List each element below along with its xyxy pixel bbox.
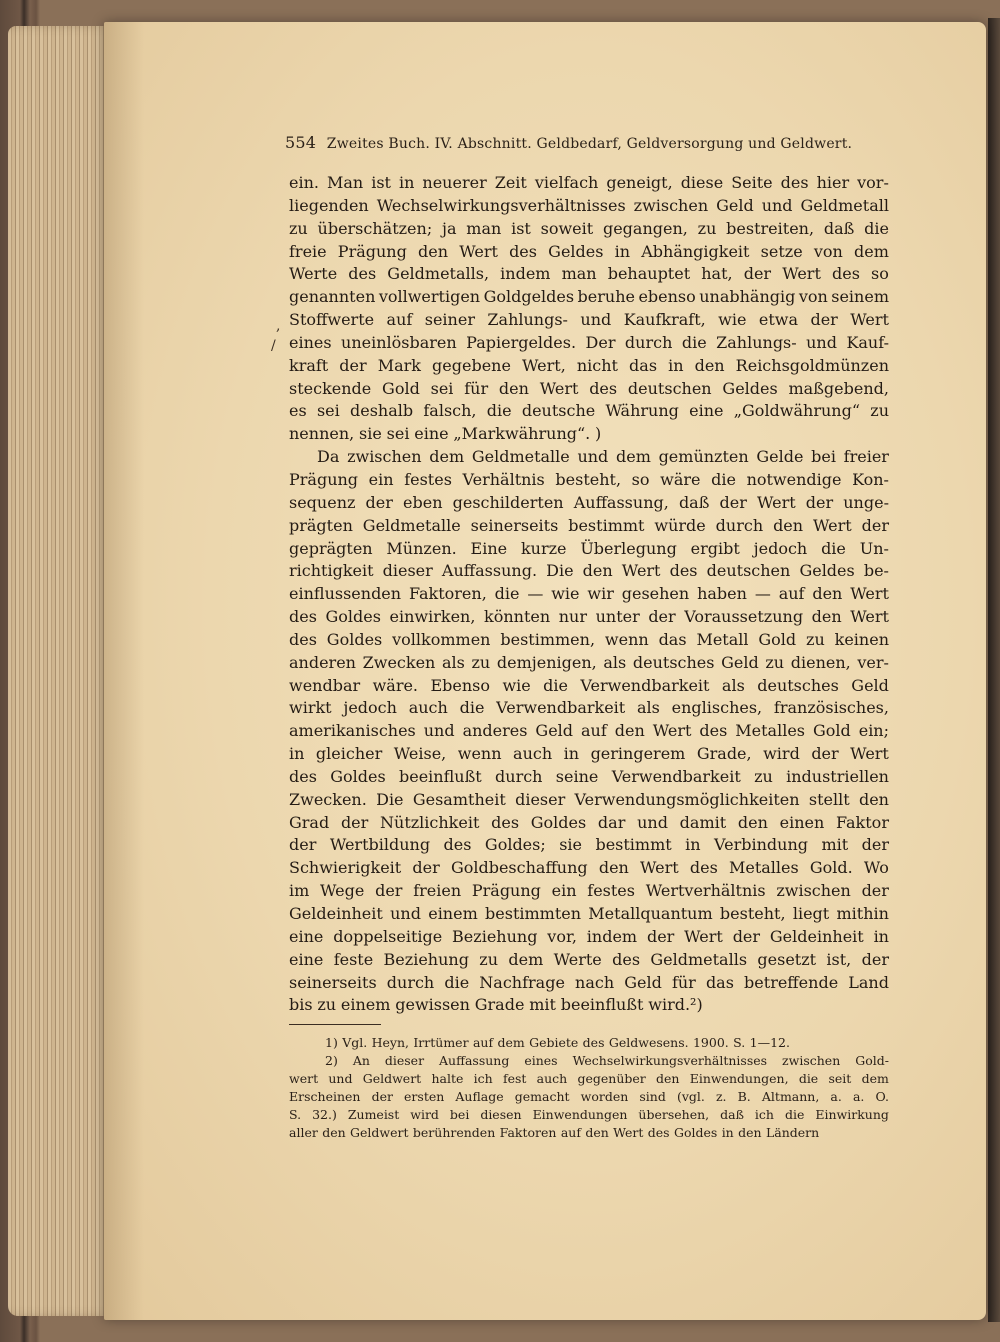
text-line: in gleicher Weise, wenn auch in geringerem Grade, wird der Wert xyxy=(289,744,889,764)
text-line: eine doppelseitige Beziehung vor, indem der Wert der Geldeinheit in xyxy=(289,926,889,946)
text-line: genannten vollwertigen Goldgeldes beruhe ebenso unabhängig von seinem xyxy=(289,287,889,307)
text-line: der Wertbildung des Goldes; sie bestimmt in Verbindung mit der xyxy=(289,835,889,855)
book-cover-edge xyxy=(988,18,1000,1322)
text-line: nennen, sie sei eine „Markwährung“. ) xyxy=(289,424,602,444)
footnote-line: aller den Geldwert berührenden Faktoren auf den Wert des Goldes in den Ländern xyxy=(289,1125,820,1140)
footnote-line: 2) An dieser Auffassung eines Wechselwirkungsverhältnisses zwischen Gold- xyxy=(325,1053,889,1068)
running-header xyxy=(285,133,885,152)
footnote-line: wert und Geldwert halte ich fest auch gegenüber den Einwendungen, die seit dem xyxy=(289,1071,889,1086)
footnote-separator xyxy=(289,1024,381,1025)
page-number: 554 xyxy=(285,133,317,152)
text-line: steckende Gold sei für den Wert des deutschen Geldes maßgebend, xyxy=(289,378,889,398)
text-line: anderen Zwecken als zu demjenigen, als deutsches Geld zu dienen, ver- xyxy=(289,652,889,672)
text-line: zu überschätzen; ja man ist soweit gegangen, zu bestreiten, daß die xyxy=(289,218,889,238)
text-line: geprägten Münzen. Eine kurze Überlegung ergibt jedoch die Un- xyxy=(289,538,889,558)
text-line: eine feste Beziehung zu dem Werte des Geldmetalls gesetzt ist, der xyxy=(289,949,889,969)
text-line: sequenz der eben geschilderten Auffassung, daß der Wert der unge- xyxy=(289,492,889,512)
text-line: eines uneinlösbaren Papiergeldes. Der durch die Zahlungs- und Kauf- xyxy=(289,332,889,352)
footnote-line: Erscheinen der ersten Auflage gemacht worden sind (vgl. z. B. Altmann, a. a. O. xyxy=(289,1089,889,1104)
text-line: wirkt jedoch auch die Verwendbarkeit als englisches, französisches, xyxy=(289,698,889,718)
text-line: es sei deshalb falsch, die deutsche Währung eine „Goldwährung“ zu xyxy=(289,401,889,421)
text-line: wendbar wäre. Ebenso wie die Verwendbarkeit als deutsches Geld xyxy=(289,675,889,695)
text-line: Grad der Nützlichkeit des Goldes dar und damit den einen Faktor xyxy=(289,812,889,832)
text-line: Zwecken. Die Gesamtheit dieser Verwendungsmöglichkeiten stellt den xyxy=(289,789,889,809)
text-line: des Goldes einwirken, könnten nur unter der Voraussetzung den Wert xyxy=(289,607,889,627)
text-line: ein. Man ist in neuerer Zeit vielfach geneigt, diese Seite des hier vor- xyxy=(289,173,889,192)
text-line: Prägung ein festes Verhältnis besteht, so wäre die notwendige Kon- xyxy=(289,469,889,489)
text-line: kraft der Mark gegebene Wert, nicht das in den Reichsgoldmünzen xyxy=(289,355,889,375)
text-line: prägten Geldmetalle seinerseits bestimmt würde durch den Wert der xyxy=(289,515,889,535)
text-line: Werte des Geldmetalls, indem man behauptet hat, der Wert des so xyxy=(289,264,889,284)
text-line: einflussenden Faktoren, die — wie wir gesehen haben — auf den Wert xyxy=(289,584,889,604)
footnotes xyxy=(289,1034,889,1142)
margin-mark: / xyxy=(271,338,276,354)
text-line: des Goldes beeinflußt durch seine Verwendbarkeit zu industriellen xyxy=(289,766,889,786)
footnote-line: 1) Vgl. Heyn, Irrtümer auf dem Gebiete des Geldwesens. 1900. S. 1—12. xyxy=(325,1035,790,1050)
main-text xyxy=(289,172,889,1017)
text-line: bis zu einem gewissen Grade mit beeinflußt wird.²) xyxy=(289,995,703,1015)
text-line: liegenden Wechselwirkungsverhältnisses zwischen Geld und Geldmetall xyxy=(289,195,889,215)
footnote-line: S. 32.) Zumeist wird bei diesen Einwendungen übersehen, daß ich die Einwirkung xyxy=(289,1107,889,1122)
text-line: richtigkeit dieser Auffassung. Die den Wert des deutschen Geldes be- xyxy=(289,561,889,581)
text-line: seinerseits durch die Nachfrage nach Geld für das betreffende Land xyxy=(289,972,889,992)
text-line: im Wege der freien Prägung ein festes Wertverhältnis zwischen der xyxy=(289,881,889,901)
text-line: freie Prägung den Wert des Geldes in Abhängigkeit setze von dem xyxy=(289,241,889,261)
text-line: Da zwischen dem Geldmetalle und dem gemünzten Gelde bei freier xyxy=(317,447,889,467)
text-line: des Goldes vollkommen bestimmen, wenn das Metall Gold zu keinen xyxy=(289,629,889,649)
text-line: Stoffwerte auf seiner Zahlungs- und Kaufkraft, wie etwa der Wert xyxy=(289,310,889,330)
running-title: Zweites Buch. IV. Abschnitt. Geldbedarf, Geldversorgung und Geldwert. xyxy=(326,136,853,152)
text-line: amerikanisches und anderes Geld auf den Wert des Metalles Gold ein; xyxy=(289,721,889,741)
text-line: Schwierigkeit der Goldbeschaffung den Wert des Metalles Gold. Wo xyxy=(289,858,889,878)
text-line: Geldeinheit und einem bestimmten Metallquantum besteht, liegt mithin xyxy=(289,904,889,923)
margin-mark: , xyxy=(276,318,281,334)
